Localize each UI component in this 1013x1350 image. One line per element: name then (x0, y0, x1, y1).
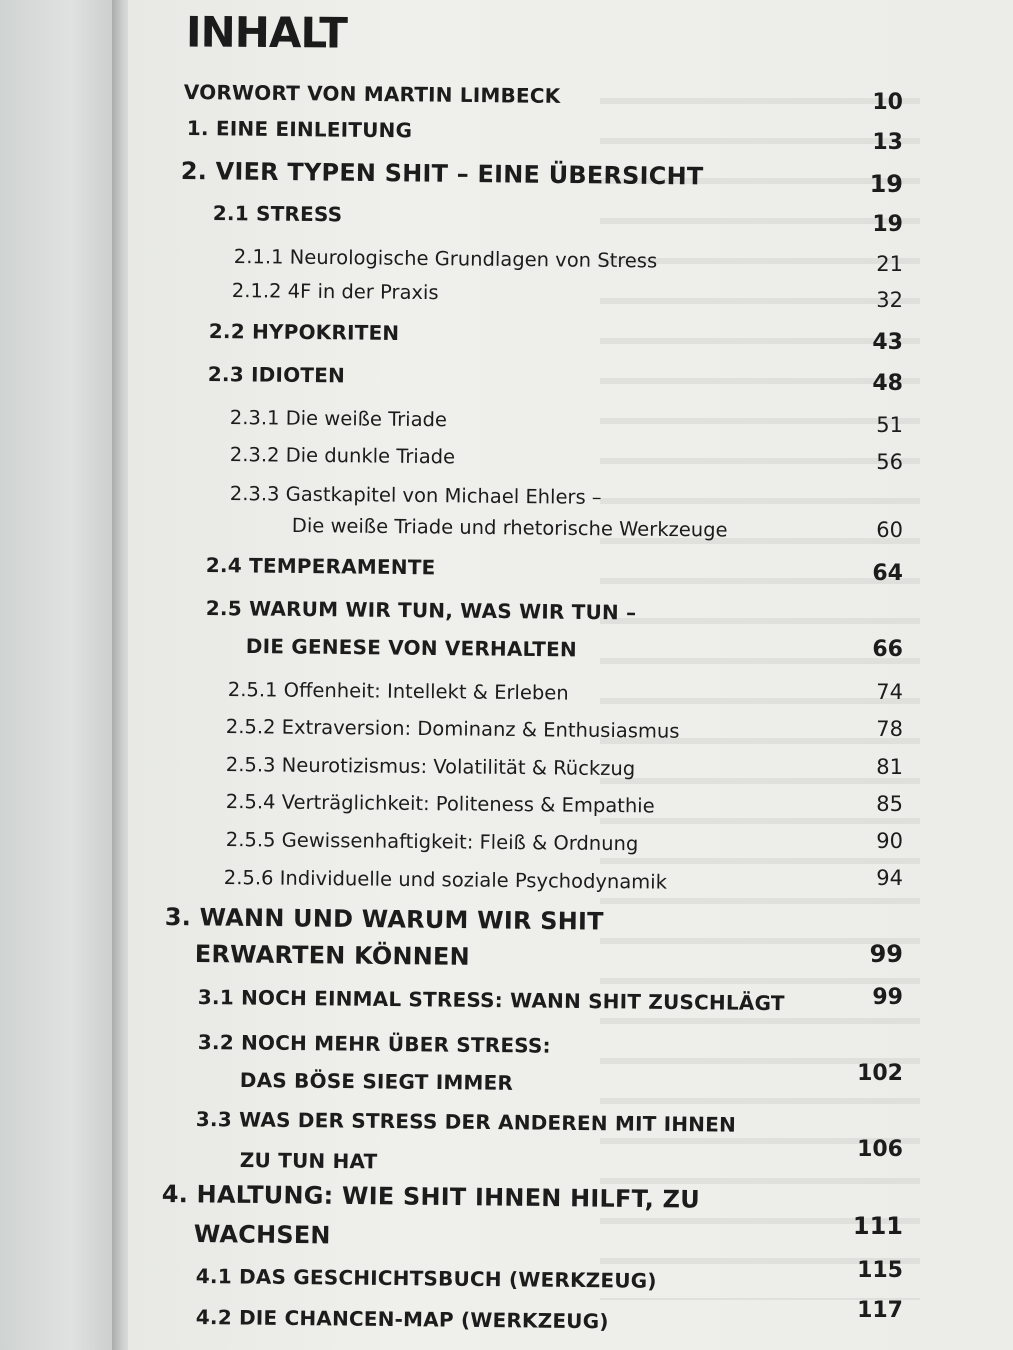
toc-entry-title: DAS BÖSE SIEGT IMMER (239, 1068, 514, 1095)
toc-entry-title: 2.3.2 Die dunkle Triade (229, 443, 456, 469)
toc-entry-title: Die weiße Triade und rhetorische Werkzeuge (291, 514, 728, 542)
toc-page-number: 117 (857, 1298, 903, 1323)
toc-page-number: 85 (876, 792, 903, 816)
toc-page-number: 19 (869, 170, 903, 198)
toc-entry-title: DIE GENESE VON VERHALTEN (245, 634, 578, 662)
toc-entry-title: 2.1.1 Neurologische Grundlagen von Stress (233, 245, 658, 273)
toc-page-number: 102 (857, 1061, 903, 1086)
toc-page-number: 94 (876, 866, 903, 890)
toc-entry-title: 2.3 IDIOTEN (207, 362, 346, 388)
page-title: INHALT (185, 7, 348, 58)
toc-entry-title: 2.3.1 Die weiße Triade (229, 406, 448, 432)
toc-page-number: 81 (876, 755, 903, 779)
toc-entry-title: 2.5.1 Offenheit: Intellekt & Erleben (227, 678, 569, 705)
toc-page-number: 106 (857, 1137, 903, 1162)
toc-entry-title: 2.1.2 4F in der Praxis (231, 279, 439, 305)
toc-entry-title: 2.5.5 Gewissenhaftigkeit: Fleiß & Ordnung (225, 828, 639, 856)
toc-entry-title: 2.5.3 Neurotizismus: Volatilität & Rückzug (225, 753, 636, 781)
toc-page-number: 13 (872, 130, 903, 155)
toc-entry-title: ERWARTEN KÖNNEN (194, 940, 471, 971)
toc-page-number: 78 (876, 717, 903, 741)
toc-entry-title: 2.5.2 Extraversion: Dominanz & Enthusiasmus (225, 715, 680, 743)
toc-entry-title: 2. VIER TYPEN SHIT – EINE ÜBERSICHT (180, 157, 704, 191)
toc-page-number: 60 (876, 518, 903, 542)
toc-entry-title: VORWORT VON MARTIN LIMBECK (183, 80, 561, 108)
toc-entry-title: ZU TUN HAT (239, 1148, 378, 1174)
toc-page-number: 51 (876, 413, 903, 437)
toc-entry-title: 4.1 DAS GESCHICHTSBUCH (WERKZEUG) (195, 1264, 657, 1293)
toc-page-number: 21 (876, 252, 903, 276)
toc-page-number: 99 (869, 940, 903, 968)
toc-page-number: 48 (872, 371, 903, 396)
toc-entry-title: WACHSEN (193, 1220, 331, 1250)
toc-entry-title: 2.5 WARUM WIR TUN, WAS WIR TUN – (205, 596, 637, 625)
toc-entry-title: 2.1 STRESS (212, 201, 343, 227)
toc-entry-title: 4. HALTUNG: WIE SHIT IHNEN HILFT, ZU (161, 1180, 701, 1214)
toc-entry-title: 2.4 TEMPERAMENTE (205, 553, 436, 580)
toc-entry-title: 1. EINE EINLEITUNG (186, 116, 413, 143)
toc-page-number: 74 (876, 680, 903, 704)
toc-entry-title: 3.2 NOCH MEHR ÜBER STRESS: (197, 1030, 551, 1058)
toc-entry-title: 2.5.4 Verträglichkeit: Politeness & Empathie (225, 790, 655, 818)
toc-page-number: 64 (872, 561, 903, 586)
toc-entry-title: 3. WANN UND WARUM WIR SHIT (164, 903, 604, 936)
toc-entry-title: 4.2 DIE CHANCEN-MAP (WERKZEUG) (195, 1305, 609, 1334)
toc-page-number: 111 (852, 1212, 903, 1240)
toc-page-number: 99 (872, 985, 903, 1010)
toc-page-number: 10 (872, 90, 903, 115)
toc-entry-title: 2.5.6 Individuelle und soziale Psychodynamik (223, 866, 668, 894)
toc-page-number: 90 (876, 829, 903, 853)
toc-entry-title: 3.1 NOCH EINMAL STRESS: WANN SHIT ZUSCHLÄGT (197, 985, 785, 1016)
toc-page-number: 115 (857, 1258, 903, 1283)
toc-entry-title: 2.3.3 Gastkapitel von Michael Ehlers – (229, 482, 602, 509)
toc-entry-title: 3.3 WAS DER STRESS DER ANDEREN MIT IHNEN (195, 1107, 737, 1137)
toc-page-number: 32 (876, 288, 903, 312)
toc-page-number: 43 (872, 330, 903, 355)
toc-page-number: 56 (876, 450, 903, 474)
toc-page-number: 19 (872, 212, 903, 237)
toc-entry-title: 2.2 HYPOKRITEN (208, 319, 400, 345)
toc-page-number: 66 (872, 637, 903, 662)
